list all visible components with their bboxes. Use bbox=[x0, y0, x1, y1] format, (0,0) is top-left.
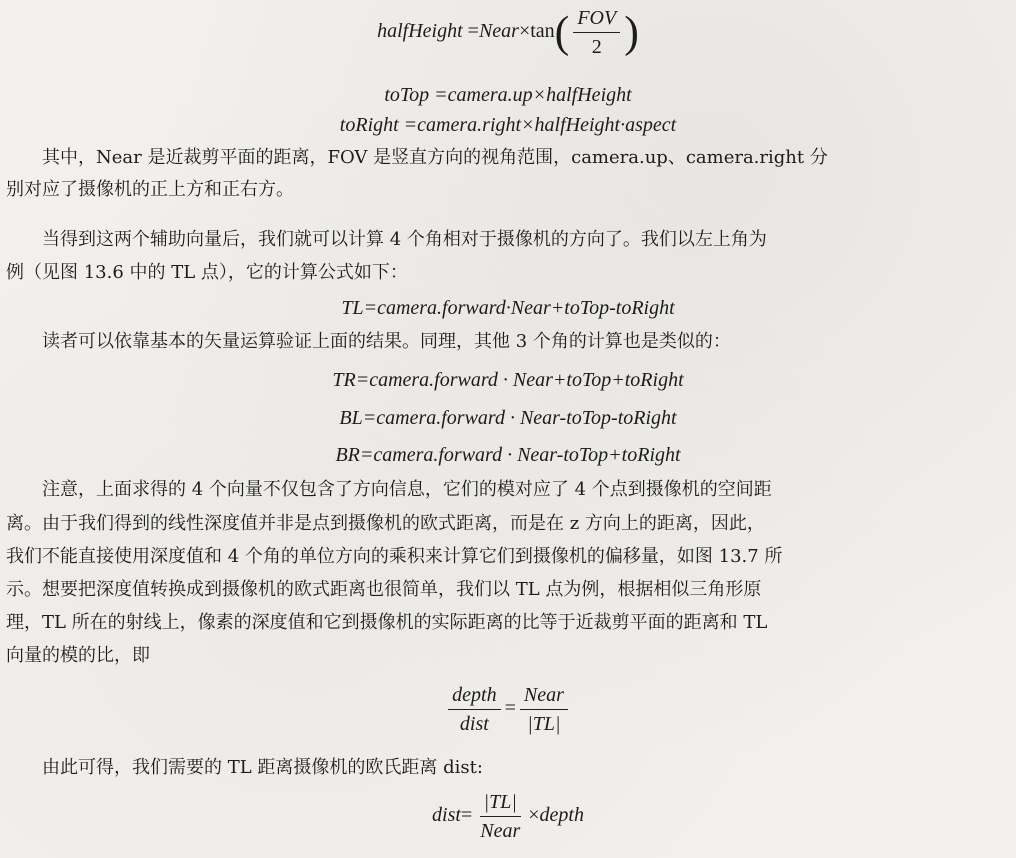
paragraph-3: 读者可以依靠基本的矢量运算验证上面的结果。同理，其他 3 个角的计算也是类似的： bbox=[42, 331, 731, 352]
eq1-equals: = bbox=[467, 20, 479, 43]
eq9-equals: = bbox=[460, 804, 473, 827]
paragraph-1-line-1: 其中，Near 是近裁剪平面的距离，FOV 是竖直方向的视角范围，camera.up、camera.right 分 bbox=[42, 147, 828, 168]
eq9-fraction bbox=[476, 790, 524, 843]
paragraph-1-line-2: 别对应了摄像机的正上方和正右方。 bbox=[6, 179, 294, 200]
equation-to-top: toTop =camera.up×halfHeight bbox=[384, 84, 632, 106]
eq8-denominator-right: |TL| bbox=[527, 713, 561, 735]
paragraph-4-line-4: 示。想要把深度值转换成到摄像机的欧式距离也很简单，我们以 TL 点为例，根据相似三角形原 bbox=[6, 579, 762, 600]
eq1-tan: tan bbox=[530, 20, 555, 43]
equation-tr: TR=camera.forward · Near+toTop+toRight bbox=[332, 369, 684, 391]
eq1-times: × bbox=[518, 20, 531, 43]
eq1-numerator: FOV bbox=[573, 6, 620, 33]
paragraph-4-line-5: 理，TL 所在的射线上，像素的深度值和它到摄像机的实际距离的比等于近裁剪平面的距离和 TL bbox=[6, 612, 768, 633]
eq9-lhs: dist bbox=[432, 804, 461, 827]
eq1-right-paren: ) bbox=[624, 7, 639, 57]
paragraph-4-line-2: 离。由于我们得到的线性深度值并非是点到摄像机的欧式距离，而是在 z 方向上的距离，因此， bbox=[6, 513, 765, 534]
eq8-equals: = bbox=[504, 697, 516, 720]
eq1-left-paren: ( bbox=[554, 7, 570, 57]
eq8-fraction-left bbox=[448, 683, 500, 736]
eq9-times: × bbox=[528, 804, 540, 827]
paragraph-4-line-3: 我们不能直接使用深度值和 4 个角的单位方向的乘积来计算它们到摄像机的偏移量，如图 13.7 所 bbox=[6, 546, 783, 567]
equation-ratio bbox=[0, 683, 1016, 736]
eq1-fraction bbox=[573, 6, 620, 59]
paragraph-2-line-2: 例（见图 13.6 中的 TL 点），它的计算公式如下： bbox=[6, 262, 408, 283]
paragraph-5: 由此可得，我们需要的 TL 距离摄像机的欧氏距离 dist: bbox=[42, 757, 483, 778]
equation-half-height bbox=[0, 6, 1016, 59]
paragraph-4-line-6: 向量的模的比，即 bbox=[6, 645, 150, 666]
equation-br: BR=camera.forward · Near-toTop+toRight bbox=[335, 444, 681, 466]
paragraph-2-line-1: 当得到这两个辅助向量后，我们就可以计算 4 个角相对于摄像机的方向了。我们以左上角为 bbox=[42, 229, 767, 250]
eq1-lhs: halfHeight bbox=[377, 20, 463, 43]
equation-to-right: toRight =camera.right×halfHeight·aspect bbox=[339, 114, 677, 136]
eq8-numerator-right: Near bbox=[520, 683, 568, 710]
eq9-numerator: |TL| bbox=[480, 790, 521, 817]
eq1-denominator: 2 bbox=[591, 36, 602, 58]
equation-bl: BL=camera.forward · Near-toTop-toRight bbox=[339, 407, 677, 429]
eq9-denominator: Near bbox=[480, 820, 521, 842]
eq8-denominator-left: dist bbox=[459, 713, 489, 735]
eq8-fraction-right bbox=[520, 683, 568, 736]
eq1-near: Near bbox=[478, 20, 519, 43]
eq8-numerator-left: depth bbox=[448, 683, 500, 710]
eq9-rhs: depth bbox=[539, 804, 584, 827]
equation-dist bbox=[0, 790, 1016, 843]
equation-tl: TL=camera.forward·Near+toTop-toRight bbox=[341, 297, 675, 319]
paragraph-4-line-1: 注意，上面求得的 4 个向量不仅包含了方向信息，它们的模对应了 4 个点到摄像机的空间距 bbox=[42, 479, 772, 500]
